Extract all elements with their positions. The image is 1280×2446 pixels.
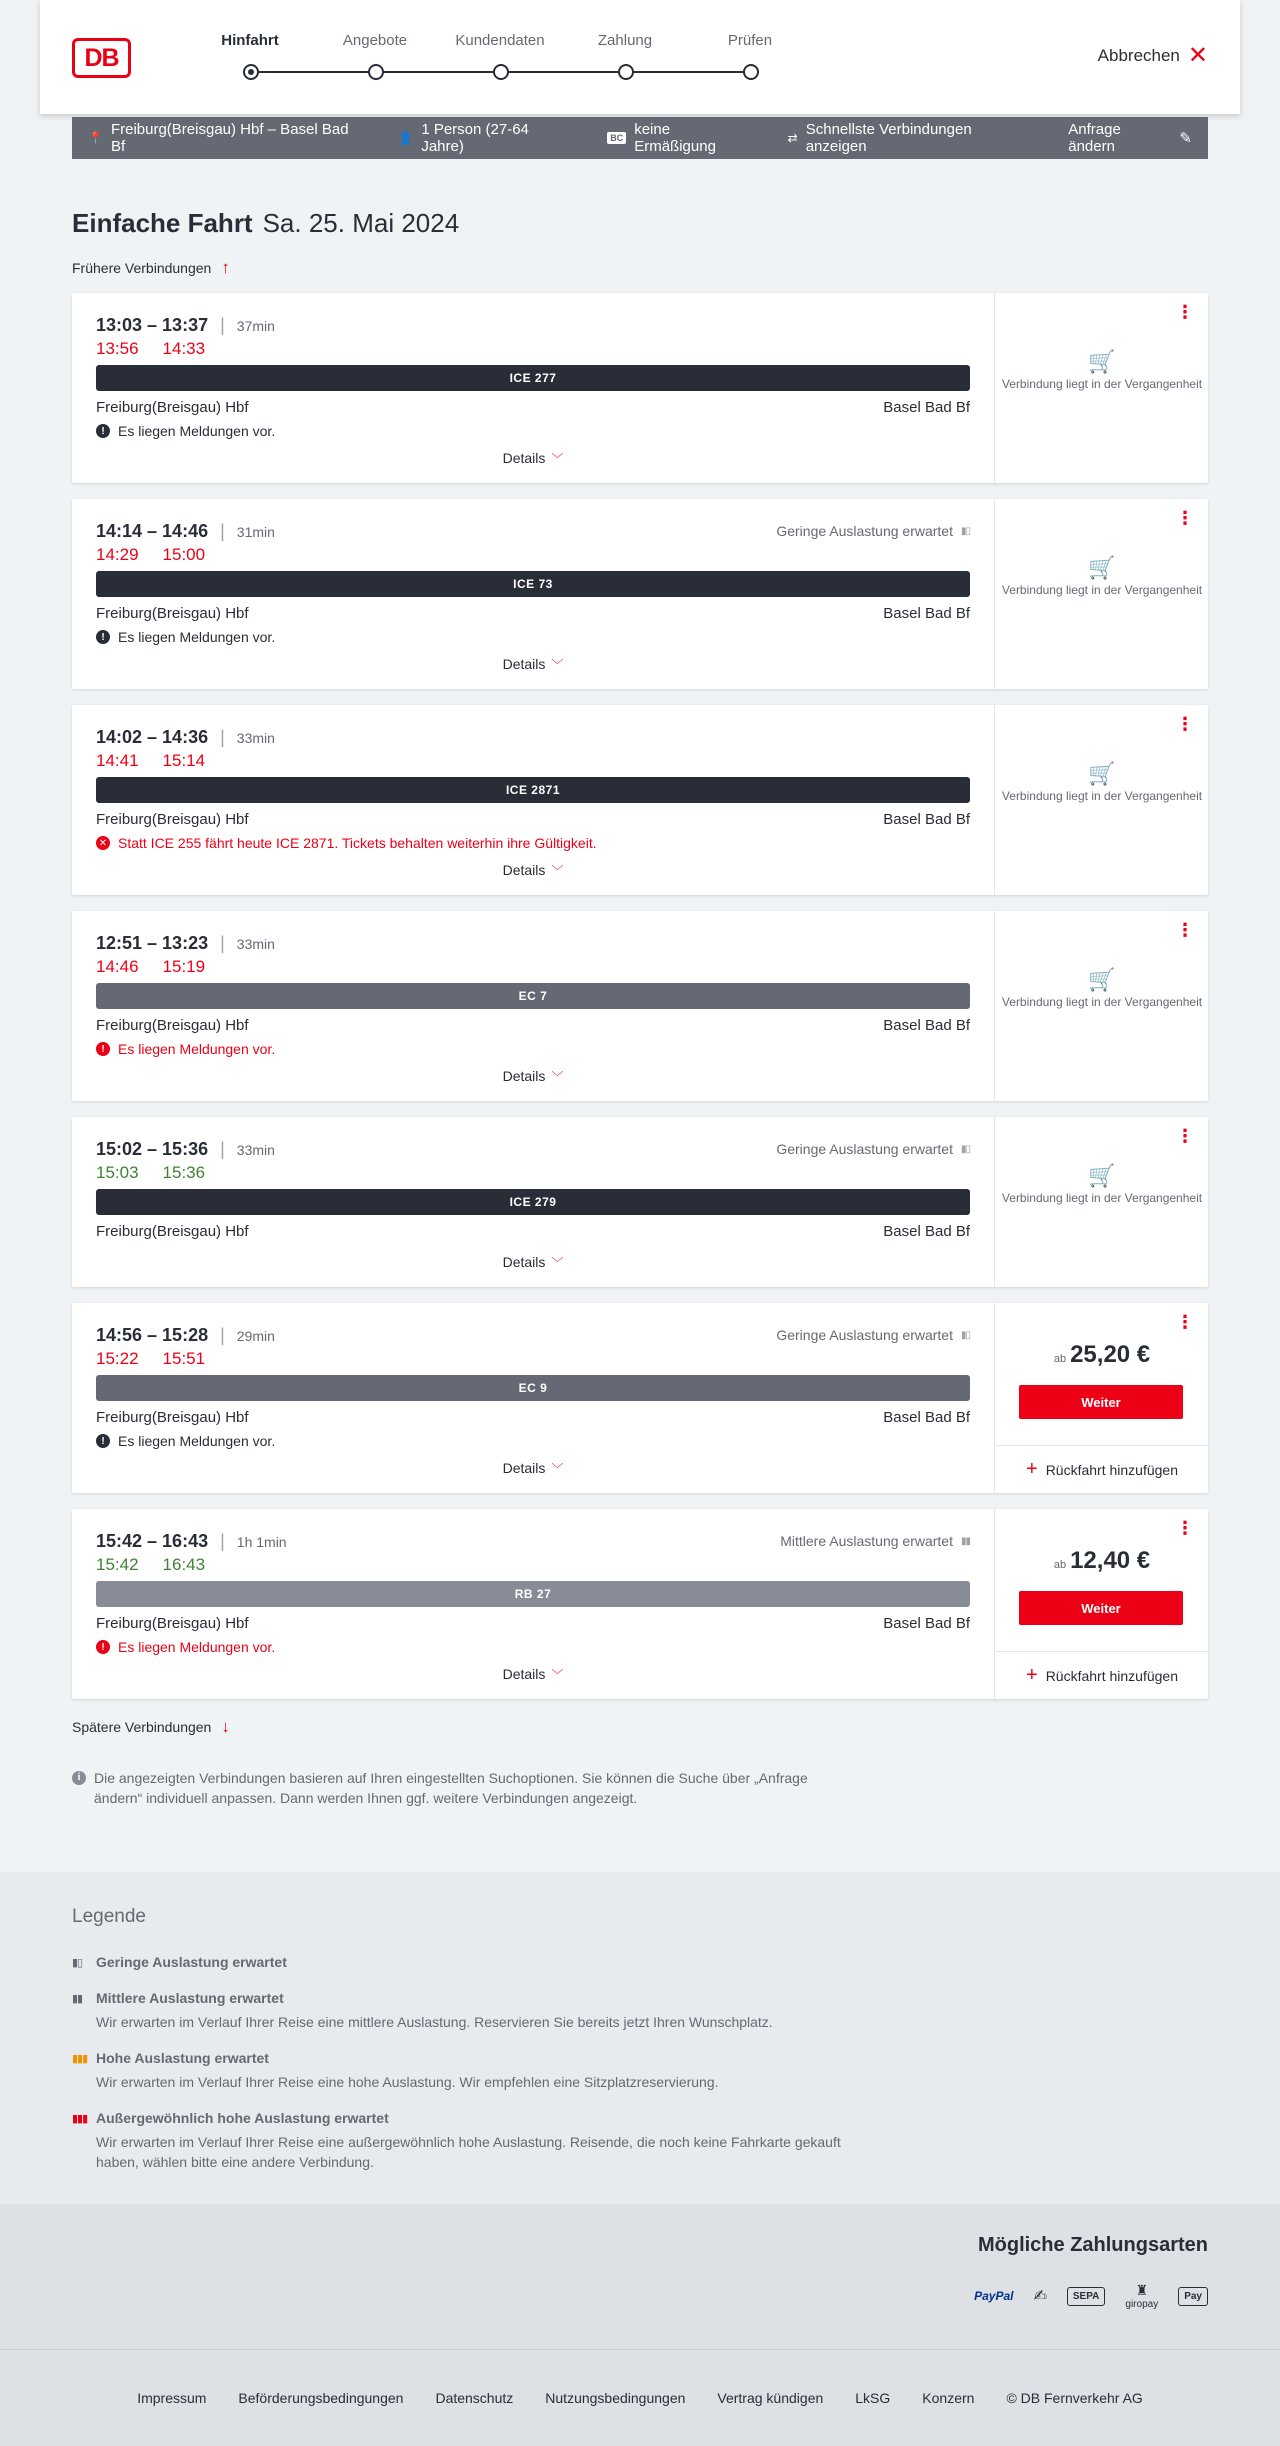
alert-icon: ! — [96, 630, 110, 644]
duration: 37min — [236, 317, 275, 334]
destination-station: Basel Bad Bf — [883, 399, 970, 416]
separator: | — [220, 521, 225, 541]
step-zahlung: Zahlung — [570, 32, 680, 54]
duration: 33min — [236, 1141, 275, 1158]
chevron-down-icon: ﹀ — [551, 452, 564, 466]
separator: | — [220, 727, 225, 747]
duration: 31min — [236, 523, 275, 540]
db-logo[interactable]: DB — [72, 38, 131, 78]
destination-station: Basel Bad Bf — [883, 811, 970, 828]
realtime-arrival: 15:00 — [162, 545, 206, 564]
realtime-arrival: 15:14 — [162, 751, 206, 770]
giropay-icon: ♜ giropay — [1125, 2282, 1159, 2310]
more-options-icon[interactable]: ⋮ — [1176, 920, 1194, 940]
pencil-icon: ✎ — [1179, 130, 1192, 147]
weiter-button[interactable]: Weiter — [1019, 1385, 1183, 1419]
offer-panel — [994, 499, 1208, 689]
origin-station: Freiburg(Breisgau) Hbf — [96, 1615, 249, 1632]
legend-item-low: ▮▯ Geringe Auslastung erwartet — [72, 1954, 287, 1970]
origin-station: Freiburg(Breisgau) Hbf — [96, 399, 249, 416]
travel-date: Sa. 25. Mai 2024 — [262, 208, 460, 238]
footer-link-datenschutz[interactable]: Datenschutz — [435, 2390, 514, 2406]
duration: 33min — [236, 729, 275, 746]
more-options-icon[interactable]: ⋮ — [1176, 1312, 1194, 1332]
payment-methods — [974, 2282, 1208, 2310]
chevron-down-icon: ﹀ — [551, 1070, 564, 1084]
realtime-arrival: 15:36 — [162, 1163, 206, 1182]
step-kundendaten: Kundendaten — [445, 32, 555, 54]
footer-link-impressum[interactable]: Impressum — [137, 2390, 207, 2406]
error-icon: ! — [96, 1640, 110, 1654]
cart-unavailable-icon: 🛒 — [1088, 349, 1116, 374]
connection-message: ! Es liegen Meldungen vor. — [96, 1433, 275, 1449]
low-occupancy-icon: ▮▯ — [72, 1956, 83, 1969]
legend-item-medium: ▮▮ Mittlere Auslastung erwartet Wir erwarten im Verlauf Ihrer Reise eine mittlere Auslastung. Reservieren Sie bereits jetzt Ihren Wunschplatz. — [72, 1990, 773, 2030]
separator: | — [220, 1325, 225, 1345]
connection-card — [72, 499, 1208, 689]
legend-item-very-high: ▮▮▮ Außergewöhnlich hohe Auslastung erwartet Wir erwarten im Verlauf Ihrer Reise eine außergewöhnlich hohe Auslastung. Reisende, die noch keine Fahrkarte gekauft haben, wählen bitte eine andere Verbindung. — [72, 2110, 841, 2170]
connection-message: ! Es liegen Meldungen vor. — [96, 1639, 275, 1655]
page-title: Einfache Fahrt Sa. 25. Mai 2024 — [72, 208, 460, 238]
train-bar[interactable]: EC 9 — [96, 1375, 970, 1401]
chevron-down-icon: ﹀ — [551, 658, 564, 672]
more-options-icon[interactable]: ⋮ — [1176, 302, 1194, 322]
paypal-icon: PayPal — [974, 2289, 1014, 2303]
step-dot — [368, 64, 384, 80]
cancel-button[interactable]: Abbrechen ✕ — [1097, 42, 1208, 69]
offer-panel — [994, 293, 1208, 483]
offer-panel — [994, 1509, 1208, 1699]
details-toggle[interactable]: Details ﹀ — [502, 862, 564, 878]
alert-icon: ! — [96, 424, 110, 438]
details-toggle[interactable]: Details ﹀ — [502, 656, 564, 672]
train-bar[interactable]: ICE 279 — [96, 1189, 970, 1215]
origin-station: Freiburg(Breisgau) Hbf — [96, 811, 249, 828]
origin-station: Freiburg(Breisgau) Hbf — [96, 1017, 249, 1034]
train-bar[interactable]: ICE 2871 — [96, 777, 970, 803]
more-options-icon[interactable]: ⋮ — [1176, 508, 1194, 528]
realtime-arrival: 15:19 — [162, 957, 206, 976]
occupancy-info: Mittlere Auslastung erwartet ▮▮ — [780, 1533, 970, 1549]
details-toggle[interactable]: Details ﹀ — [502, 1460, 564, 1476]
connection-message: ! Es liegen Meldungen vor. — [96, 629, 275, 645]
train-bar[interactable]: ICE 277 — [96, 365, 970, 391]
step-dot — [243, 64, 259, 80]
duration: 1h 1min — [236, 1533, 287, 1550]
train-bar[interactable]: EC 7 — [96, 983, 970, 1009]
query-bar — [72, 117, 1208, 159]
arrow-down-icon: ↓ — [221, 1717, 230, 1736]
occupancy-info: Geringe Auslastung erwartet ▮▯ — [776, 523, 970, 539]
weiter-button[interactable]: Weiter — [1019, 1591, 1183, 1625]
footer-link-befoerderungsbedingungen[interactable]: Beförderungsbedingungen — [238, 2390, 404, 2406]
footer-link-nutzungsbedingungen[interactable]: Nutzungsbedingungen — [545, 2390, 686, 2406]
chevron-down-icon: ﹀ — [551, 1256, 564, 1270]
realtime-times — [96, 339, 205, 359]
footer — [0, 2350, 1280, 2446]
swap-icon: ⇄ — [787, 131, 798, 145]
duration: 33min — [236, 935, 275, 952]
past-connection-notice: 🛒 Verbindung liegt in der Vergangenheit — [995, 766, 1209, 804]
payment-section — [0, 2204, 1280, 2350]
destination-station: Basel Bad Bf — [883, 1409, 970, 1426]
close-icon: ✕ — [1187, 42, 1208, 69]
connection-main — [72, 1117, 994, 1287]
connection-main — [72, 911, 994, 1101]
more-options-icon[interactable]: ⋮ — [1176, 1518, 1194, 1538]
alert-icon: ! — [96, 1434, 110, 1448]
connection-card — [72, 1117, 1208, 1287]
connection-card — [72, 293, 1208, 483]
price: ab 25,20 € — [1053, 1341, 1151, 1368]
step-angebote: Angebote — [320, 32, 430, 54]
duration: 29min — [236, 1327, 275, 1344]
separator: | — [220, 933, 225, 953]
query-fastest: ⇄ Schnellste Verbindungen anzeigen — [787, 121, 972, 155]
train-bar[interactable]: RB 27 — [96, 1581, 970, 1607]
connection-main — [72, 293, 994, 483]
occupancy-icon: ▮▯ — [960, 1329, 970, 1341]
query-discount: BC keine Ermäßigung — [607, 121, 755, 155]
connection-message: ✕ Statt ICE 255 fährt heute ICE 2871. Tickets behalten weiterhin ihre Gültigkeit. — [96, 835, 597, 851]
footer-copyright: © DB Fernverkehr AG — [1006, 2390, 1143, 2406]
footer-link-konzern[interactable]: Konzern — [922, 2390, 975, 2406]
step-dot — [743, 64, 759, 80]
occupancy-icon: ▮▯ — [960, 1143, 970, 1155]
chevron-down-icon: ﹀ — [551, 864, 564, 878]
connection-card — [72, 1509, 1208, 1699]
connection-message: ! Es liegen Meldungen vor. — [96, 1041, 275, 1057]
connection-times: 13:03 – 13:37 | 37min — [96, 315, 275, 335]
sepa-icon: SEPA — [1067, 2287, 1106, 2306]
occupancy-info: Geringe Auslastung erwartet ▮▯ — [776, 1327, 970, 1343]
realtime-times — [96, 1555, 205, 1575]
person-icon: 👤 — [398, 131, 414, 145]
chevron-down-icon: ﹀ — [551, 1462, 564, 1476]
arrow-up-icon: ↑ — [221, 258, 230, 277]
payment-title: Mögliche Zahlungsarten — [977, 2234, 1208, 2256]
legend-item-high: ▮▮▮ Hohe Auslastung erwartet Wir erwarten im Verlauf Ihrer Reise eine hohe Auslastung. Wir empfehlen eine Sitzplatzreservierung. — [72, 2050, 719, 2090]
error-icon: ✕ — [96, 836, 110, 850]
offer-panel — [994, 705, 1208, 895]
offer-panel — [994, 1117, 1208, 1287]
realtime-times — [96, 1349, 205, 1369]
chevron-down-icon: ﹀ — [551, 1668, 564, 1682]
realtime-times — [96, 751, 205, 771]
plus-icon: + — [1026, 1458, 1038, 1480]
separator: | — [220, 1139, 225, 1159]
realtime-times — [96, 545, 205, 565]
apple-pay-icon: Pay — [1178, 2287, 1208, 2306]
legend-section — [0, 1872, 1280, 2204]
details-toggle[interactable]: Details ﹀ — [502, 1254, 564, 1270]
origin-station: Freiburg(Breisgau) Hbf — [96, 1409, 249, 1426]
realtime-departure: 15:03 — [96, 1163, 139, 1182]
past-connection-notice: 🛒 Verbindung liegt in der Vergangenheit — [995, 972, 1209, 1010]
connection-times: 15:02 – 15:36 | 33min — [96, 1139, 275, 1159]
occupancy-icon: ▮▮ — [960, 1535, 970, 1547]
plus-icon: + — [1026, 1664, 1038, 1686]
past-connection-notice: 🛒 Verbindung liegt in der Vergangenheit — [995, 560, 1209, 598]
realtime-departure: 13:56 — [96, 339, 139, 358]
connection-times: 15:42 – 16:43 | 1h 1min — [96, 1531, 287, 1551]
cart-unavailable-icon: 🛒 — [1088, 967, 1116, 992]
edit-query-button[interactable]: Anfrage ändern ✎ — [1068, 121, 1192, 155]
booking-header — [40, 0, 1240, 114]
destination-station: Basel Bad Bf — [883, 1223, 970, 1240]
medium-occupancy-icon: ▮▮ — [72, 1992, 83, 2005]
destination-station: Basel Bad Bf — [883, 1017, 970, 1034]
bahncard-icon: BC — [607, 132, 626, 144]
direct-debit-icon: ✍ — [1033, 2288, 1047, 2305]
realtime-arrival: 16:43 — [162, 1555, 206, 1574]
connection-card — [72, 911, 1208, 1101]
query-route: 📍 Freiburg(Breisgau) Hbf – Basel Bad Bf — [88, 121, 349, 155]
query-travellers: 👤 1 Person (27-64 Jahre) — [398, 121, 529, 155]
occupancy-info: Geringe Auslastung erwartet ▮▯ — [776, 1141, 970, 1157]
connection-times: 14:14 – 14:46 | 31min — [96, 521, 275, 541]
realtime-departure: 14:41 — [96, 751, 139, 770]
offer-panel — [994, 1303, 1208, 1493]
cart-unavailable-icon: 🛒 — [1088, 761, 1116, 786]
separator: | — [220, 1531, 225, 1551]
realtime-times — [96, 1163, 205, 1183]
realtime-arrival: 14:33 — [162, 339, 206, 358]
more-options-icon[interactable]: ⋮ — [1176, 714, 1194, 734]
connection-main — [72, 705, 994, 895]
more-options-icon[interactable]: ⋮ — [1176, 1126, 1194, 1146]
details-toggle[interactable]: Details ﹀ — [502, 1666, 564, 1682]
past-connection-notice: 🛒 Verbindung liegt in der Vergangenheit — [995, 354, 1209, 392]
connection-main — [72, 499, 994, 689]
occupancy-icon: ▮▯ — [960, 525, 970, 537]
price: ab 12,40 € — [1053, 1547, 1151, 1574]
offer-panel — [994, 911, 1208, 1101]
connection-times: 12:51 – 13:23 | 33min — [96, 933, 275, 953]
earlier-connections-link[interactable]: Frühere Verbindungen ↑ — [72, 258, 230, 277]
high-occupancy-icon: ▮▮▮ — [72, 2052, 88, 2065]
connection-card — [72, 1303, 1208, 1493]
later-connections-link[interactable]: Spätere Verbindungen ↓ — [72, 1717, 230, 1736]
connection-message: ! Es liegen Meldungen vor. — [96, 423, 275, 439]
step-hinfahrt[interactable]: Hinfahrt — [195, 32, 305, 54]
cart-unavailable-icon: 🛒 — [1088, 1163, 1116, 1188]
add-return-button[interactable]: + Rückfahrt hinzufügen — [995, 1651, 1209, 1699]
footer-link-lksg[interactable]: LkSG — [855, 2390, 891, 2406]
details-toggle[interactable]: Details ﹀ — [502, 450, 564, 466]
location-pin-icon: 📍 — [88, 131, 103, 145]
realtime-arrival: 15:51 — [162, 1349, 206, 1368]
step-pruefen: Prüfen — [695, 32, 805, 54]
step-dot — [618, 64, 634, 80]
realtime-departure: 15:22 — [96, 1349, 139, 1368]
train-bar[interactable]: ICE 73 — [96, 571, 970, 597]
cart-unavailable-icon: 🛒 — [1088, 555, 1116, 580]
step-dot — [493, 64, 509, 80]
very-high-occupancy-icon: ▮▮▮ — [72, 2112, 88, 2125]
connection-times: 14:56 – 15:28 | 29min — [96, 1325, 275, 1345]
origin-station: Freiburg(Breisgau) Hbf — [96, 605, 249, 622]
realtime-times — [96, 957, 205, 977]
info-icon: i — [72, 1771, 86, 1785]
connection-main — [72, 1509, 994, 1699]
destination-station: Basel Bad Bf — [883, 1615, 970, 1632]
realtime-departure: 14:29 — [96, 545, 139, 564]
past-connection-notice: 🛒 Verbindung liegt in der Vergangenheit — [995, 1168, 1209, 1206]
error-icon: ! — [96, 1042, 110, 1056]
connection-card — [72, 705, 1208, 895]
details-toggle[interactable]: Details ﹀ — [502, 1068, 564, 1084]
separator: | — [220, 315, 225, 335]
legend-title: Legende — [72, 1906, 146, 1927]
connection-main — [72, 1303, 994, 1493]
add-return-button[interactable]: + Rückfahrt hinzufügen — [995, 1445, 1209, 1493]
realtime-departure: 14:46 — [96, 957, 139, 976]
destination-station: Basel Bad Bf — [883, 605, 970, 622]
footer-link-vertrag-kuendigen[interactable]: Vertrag kündigen — [717, 2390, 824, 2406]
progress-steps — [210, 32, 773, 92]
connection-times: 14:02 – 14:36 | 33min — [96, 727, 275, 747]
search-info: i Die angezeigten Verbindungen basieren auf Ihren eingestellten Suchoptionen. Sie können die Suche über „Anfrage ändern“ individuell anpassen. Dann werden Ihnen ggf. weitere Verbindungen angezeigt. — [72, 1768, 852, 1808]
realtime-departure: 15:42 — [96, 1555, 139, 1574]
origin-station: Freiburg(Breisgau) Hbf — [96, 1223, 249, 1240]
